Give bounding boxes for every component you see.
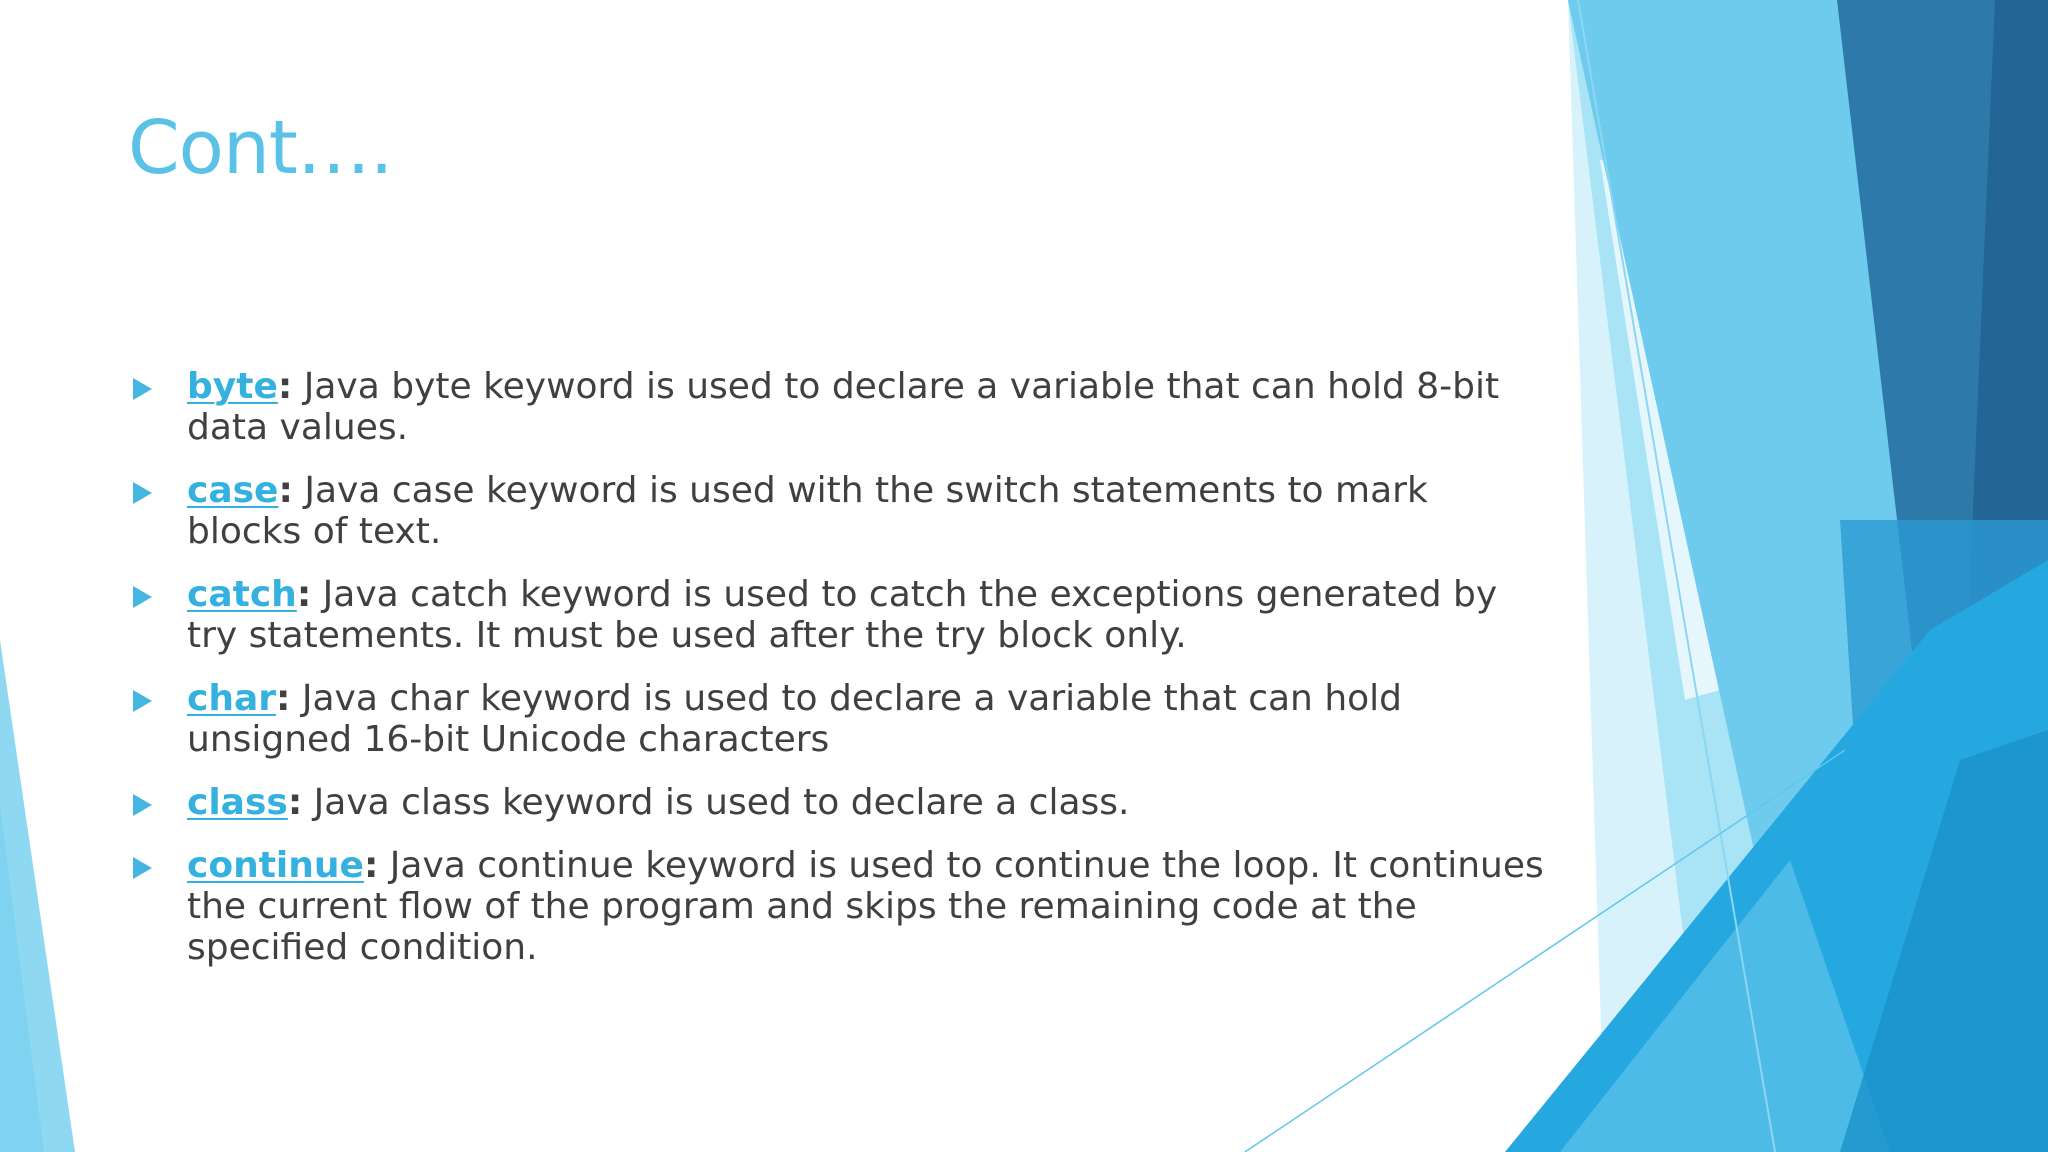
- keyword-item-catch: [130, 574, 1550, 656]
- keyword-item-continue: [130, 845, 1550, 968]
- char-keyword-link[interactable]: char: [187, 678, 277, 719]
- keyword-item-class: [130, 782, 1550, 823]
- triangle-bullet-icon: [133, 378, 152, 400]
- triangle-bullet-icon: [133, 690, 152, 712]
- case-separator: :: [278, 470, 293, 511]
- keyword-item-char: [130, 678, 1550, 760]
- byte-separator: :: [277, 366, 293, 407]
- catch-separator: :: [296, 574, 312, 615]
- char-description: Java char keyword is used to declare a variable that can hold unsigned 16-bit Unicode characters: [187, 678, 1403, 760]
- continue-description: Java continue keyword is used to continue the loop. It continues the current flow of the program and skips the remaining code at the specified condition.: [187, 845, 1544, 968]
- triangle-bullet-icon: [133, 857, 152, 879]
- triangle-bullet-icon: [133, 794, 152, 816]
- triangle-bullet-icon: [133, 586, 152, 608]
- continue-keyword-link[interactable]: continue: [187, 845, 364, 886]
- char-separator: :: [276, 678, 291, 719]
- triangle-bullet-icon: [133, 482, 152, 504]
- class-separator: :: [287, 782, 303, 823]
- case-description: Java case keyword is used with the switch statements to mark blocks of text.: [187, 470, 1428, 552]
- class-keyword-link[interactable]: class: [187, 782, 288, 823]
- keyword-item-byte: [130, 366, 1550, 448]
- byte-keyword-link[interactable]: byte: [187, 366, 278, 407]
- slide-title: Cont….: [128, 105, 393, 191]
- continue-separator: :: [363, 845, 379, 886]
- byte-description: Java byte keyword is used to declare a variable that can hold 8-bit data values.: [187, 366, 1500, 448]
- case-keyword-link[interactable]: case: [187, 470, 279, 511]
- keyword-item-case: [130, 470, 1550, 552]
- catch-keyword-link[interactable]: catch: [187, 574, 297, 615]
- catch-description: Java catch keyword is used to catch the exceptions generated by try statements. It must be used after the try block only.: [187, 574, 1498, 656]
- keyword-list: [130, 366, 1550, 990]
- class-description: Java class keyword is used to declare a class.: [302, 782, 1130, 823]
